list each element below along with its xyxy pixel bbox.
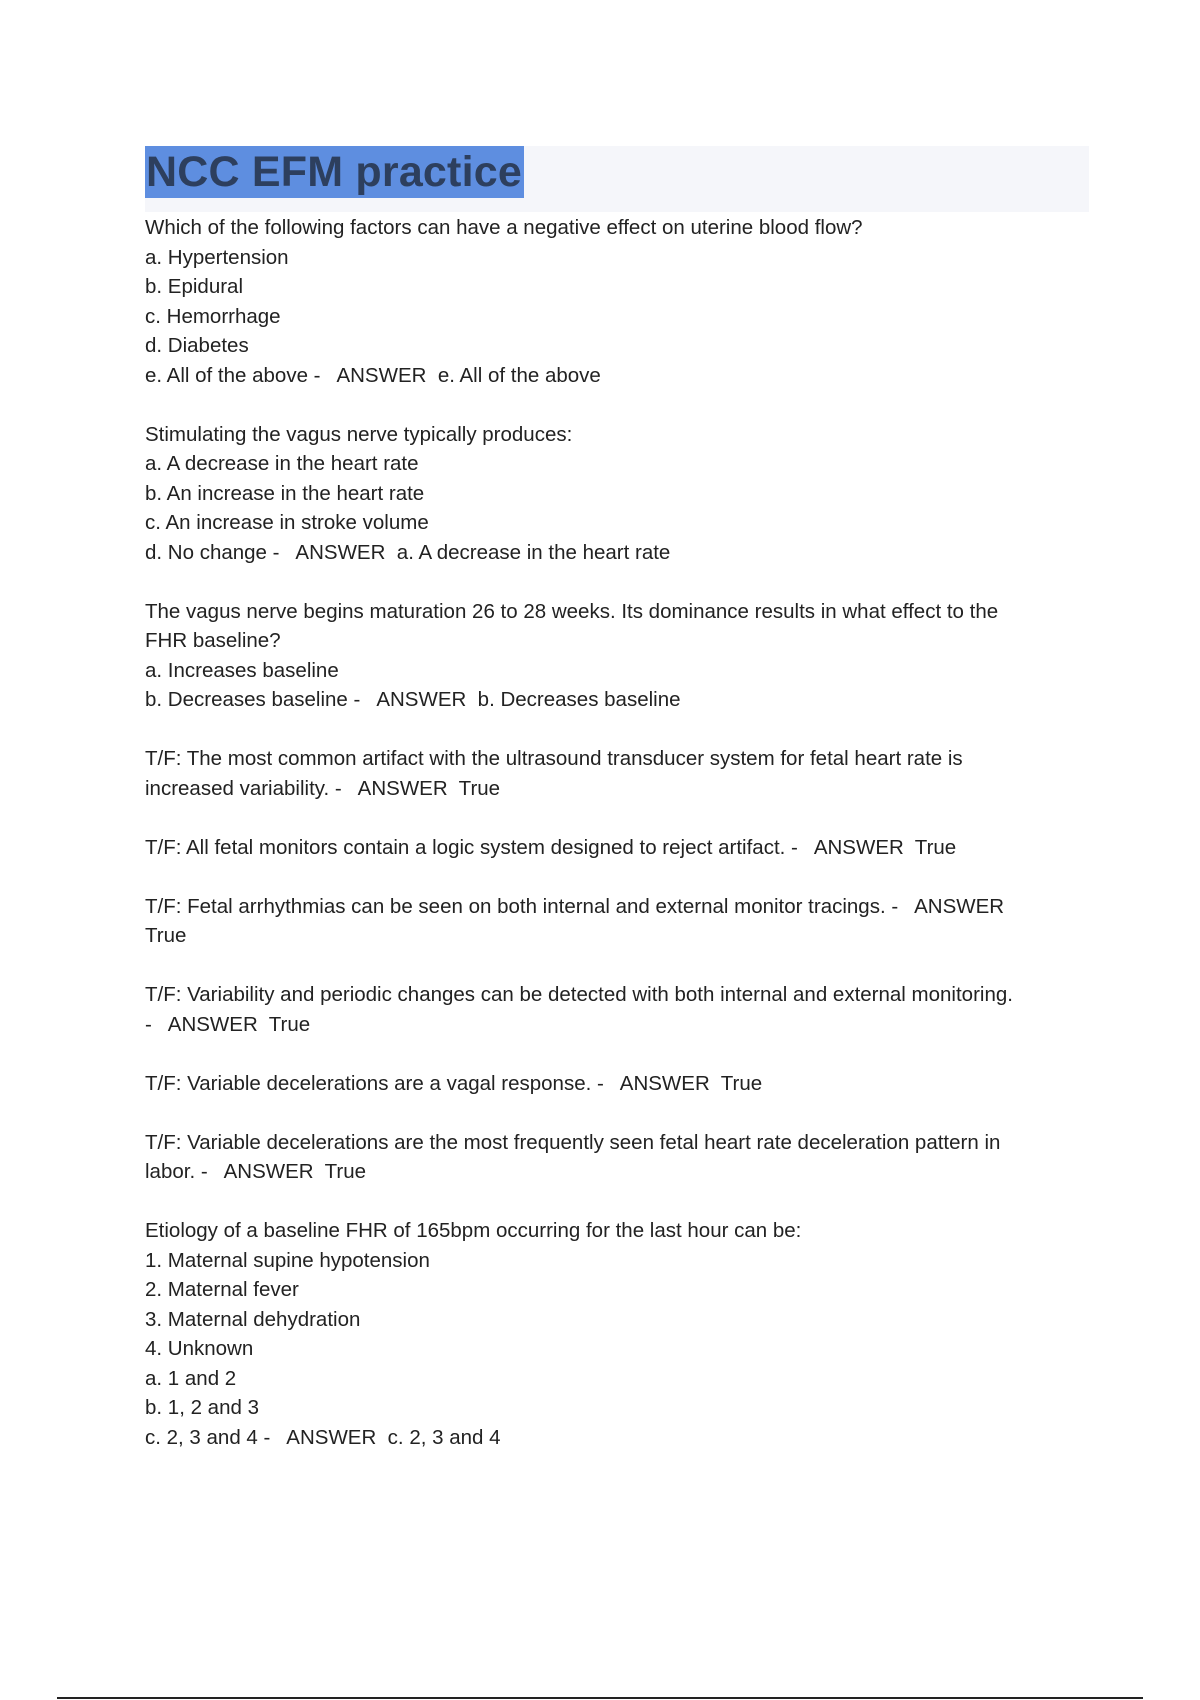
- question-line: 3. Maternal dehydration: [145, 1307, 361, 1331]
- question-line: True: [145, 924, 187, 947]
- question-block: [145, 1216, 1095, 1452]
- question-line: T/F: Fetal arrhythmias can be seen on both internal and external monitor tracings. - ANSWER: [145, 894, 1005, 918]
- question-block: [145, 597, 1095, 715]
- question-line: b. 1, 2 and 3: [145, 1396, 259, 1419]
- question-line: Stimulating the vagus nerve typically produces:: [145, 422, 573, 446]
- question-line: c. An increase in stroke volume: [145, 511, 429, 534]
- question-line: Which of the following factors can have a negative effect on uterine blood flow?: [145, 216, 863, 239]
- question-line: 4. Unknown: [145, 1337, 254, 1360]
- question-line: c. 2, 3 and 4 - ANSWER c. 2, 3 and 4: [145, 1425, 501, 1449]
- question-line: T/F: The most common artifact with the ultrasound transducer system for fetal heart rate is: [145, 747, 963, 770]
- question-line: increased variability. - ANSWER True: [145, 776, 501, 800]
- question-block: [145, 1069, 1095, 1099]
- page-title: NCC EFM practice: [146, 148, 522, 196]
- question-line: d. No change - ANSWER a. A decrease in the heart rate: [145, 540, 671, 564]
- question-line: T/F: Variability and periodic changes can be detected with both internal and external monitoring.: [145, 983, 1013, 1006]
- question-block: [145, 980, 1095, 1039]
- question-block: [145, 420, 1095, 568]
- question-block: [145, 833, 1095, 863]
- question-line: d. Diabetes: [145, 334, 249, 357]
- question-line: c. Hemorrhage: [145, 304, 281, 328]
- question-line: b. Decreases baseline - ANSWER b. Decreases baseline: [145, 688, 681, 711]
- question-line: T/F: Variable decelerations are the most frequently seen fetal heart rate deceleration pattern in: [145, 1130, 1001, 1154]
- question-line: e. All of the above - ANSWER e. All of the above: [145, 363, 601, 387]
- question-line: b. Epidural: [145, 275, 244, 298]
- question-line: Etiology of a baseline FHR of 165bpm occurring for the last hour can be:: [145, 1219, 802, 1242]
- question-line: a. Increases baseline: [145, 658, 339, 682]
- footer-divider: [57, 1697, 1143, 1699]
- question-block: [145, 892, 1095, 951]
- question-block: [145, 744, 1095, 803]
- question-line: T/F: All fetal monitors contain a logic system designed to reject artifact. - ANSWER True: [145, 835, 957, 859]
- question-block: [145, 1128, 1095, 1187]
- question-line: T/F: Variable decelerations are a vagal response. - ANSWER True: [145, 1071, 763, 1095]
- question-line: a. Hypertension: [145, 245, 289, 269]
- question-line: 2. Maternal fever: [145, 1278, 299, 1301]
- question-list: [145, 213, 1095, 1482]
- question-block: [145, 213, 1095, 390]
- question-line: - ANSWER True: [145, 1012, 311, 1036]
- question-line: a. A decrease in the heart rate: [145, 452, 419, 475]
- question-line: The vagus nerve begins maturation 26 to 28 weeks. Its dominance results in what effect to the: [145, 599, 999, 623]
- question-line: labor. - ANSWER True: [145, 1160, 367, 1183]
- question-line: b. An increase in the heart rate: [145, 481, 425, 505]
- question-line: FHR baseline?: [145, 629, 281, 652]
- question-line: 1. Maternal supine hypotension: [145, 1248, 430, 1272]
- question-line: a. 1 and 2: [145, 1366, 237, 1390]
